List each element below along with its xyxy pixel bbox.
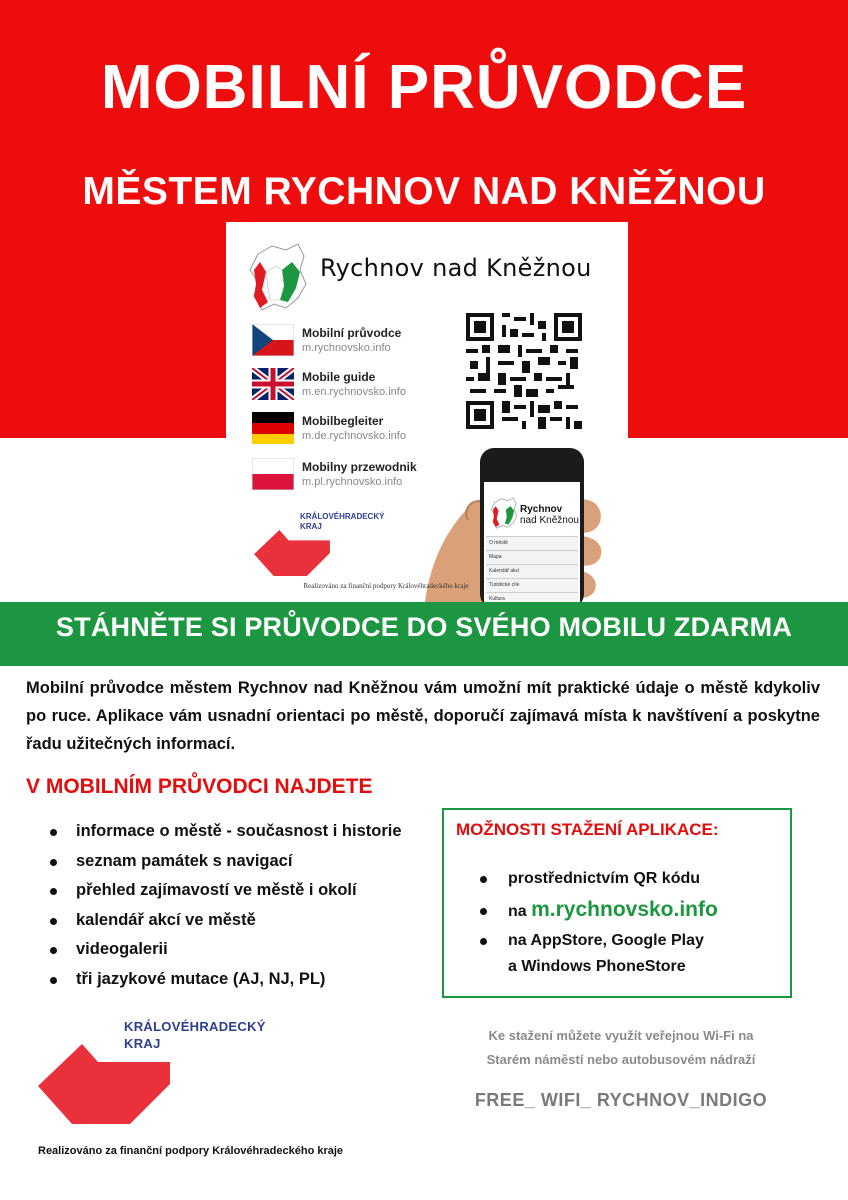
phone-menu-item: Kalendář akcí	[486, 564, 578, 578]
bullet-icon	[50, 918, 57, 925]
kraj-line1: KRÁLOVÉHRADECKÝ	[300, 512, 385, 521]
bullet-icon	[50, 829, 57, 836]
bullet-icon	[50, 977, 57, 984]
feature-text: informace o městě - současnost i historie	[76, 822, 402, 840]
poster-brand-name: Rychnov nad Kněžnou	[320, 254, 592, 282]
lang-url: m.pl.rychnovsko.info	[302, 476, 403, 488]
list-item	[50, 881, 430, 911]
lang-title: Mobilní průvodce	[302, 326, 402, 340]
bullet-icon	[50, 947, 57, 954]
bullet-icon	[480, 876, 487, 883]
uk-flag-icon	[252, 368, 294, 400]
features-heading: V MOBILNÍM PRŮVODCI NAJDETE	[26, 775, 373, 798]
kraj-logo-icon	[38, 1030, 170, 1124]
lang-url: m.en.rychnovsko.info	[302, 386, 406, 398]
qr-code-icon	[466, 310, 582, 432]
download-option-text: a Windows PhoneStore	[508, 958, 686, 975]
czech-flag-icon	[252, 324, 294, 356]
list-item	[50, 911, 430, 941]
kraj-line2: KRAJ	[300, 522, 322, 531]
lang-url: m.de.rychnovsko.info	[302, 430, 406, 442]
phone-menu-item: Kultura	[486, 592, 578, 602]
kraj-line1: KRÁLOVÉHRADECKÝ	[124, 1019, 266, 1034]
feature-text: seznam památek s navigací	[76, 851, 293, 870]
page-subtitle: MĚSTEM RYCHNOV NAD KNĚŽNOU	[82, 170, 766, 213]
rychnov-logo-icon	[248, 240, 308, 314]
feature-text: tři jazykové mutace (AJ, NJ, PL)	[76, 969, 326, 988]
intro-paragraph: Mobilní průvodce městem Rychnov nad Kněžnou vám umožní mít praktické údaje o městě kdykoliv po ruce. Aplikace vám usnadní orientaci po městě, doporučí zajímavá místa k navštívení a poskytne řadu užitečných informací.	[26, 679, 820, 753]
kraj-logo-icon	[254, 522, 330, 576]
list-item-continuation	[480, 958, 780, 984]
phone-brand-line2: nad Kněžnou	[520, 515, 579, 526]
lang-title: Mobilny przewodnik	[302, 460, 417, 474]
phone-menu-item: Mapa	[486, 550, 578, 564]
download-banner-text: STÁHNĚTE SI PRŮVODCE DO SVÉHO MOBILU ZDARMA	[55, 612, 793, 642]
lang-url: m.rychnovsko.info	[302, 342, 391, 354]
lang-title: Mobilbegleiter	[302, 414, 384, 428]
list-item	[50, 940, 430, 970]
list-item	[50, 852, 430, 882]
wifi-info-line1: Ke stažení můžete využít veřejnou Wi-Fi na	[488, 1028, 754, 1043]
lang-entry-czech	[252, 324, 472, 364]
footer-note: Realizováno za finanční podpory Královéhradeckého kraje	[38, 1145, 344, 1157]
phone-brand	[520, 504, 579, 526]
rychnov-logo-small-icon	[490, 496, 518, 530]
bullet-icon	[50, 859, 57, 866]
features-list	[50, 822, 430, 1000]
phone-menu-item: Turistické cíle	[486, 578, 578, 592]
app-promo-poster	[226, 222, 628, 602]
list-item	[50, 822, 430, 852]
download-options-list	[480, 870, 780, 984]
feature-text: kalendář akcí ve městě	[76, 910, 256, 929]
wifi-network-name: FREE_ WIFI_ RYCHNOV_INDIGO	[474, 1090, 768, 1110]
bullet-icon	[480, 908, 487, 915]
poster-footnote: Realizováno za finanční podpory Královéhradeckého kraje	[303, 582, 469, 590]
download-options-box	[442, 808, 792, 998]
phone-menu-item: O městě	[486, 536, 578, 550]
app-url-link[interactable]: m.rychnovsko.info	[531, 898, 718, 921]
polish-flag-icon	[252, 458, 294, 490]
phone-brand-line1: Rychnov	[520, 504, 563, 515]
lang-entry-english	[252, 368, 472, 408]
lang-title: Mobile guide	[302, 370, 376, 384]
page-title: MOBILNÍ PRŮVODCE	[100, 53, 748, 122]
kraj-line2: KRAJ	[124, 1036, 161, 1051]
wifi-info	[446, 1024, 796, 1072]
download-options-heading: MOŽNOSTI STAŽENÍ APLIKACE:	[456, 820, 719, 839]
german-flag-icon	[252, 412, 294, 444]
download-option-text: prostřednictvím QR kódu	[508, 870, 701, 887]
wifi-info-line2: Starém náměstí nebo autobusovém nádraží	[486, 1052, 756, 1067]
download-option-text: na AppStore, Google Play	[508, 932, 704, 949]
bullet-icon	[50, 888, 57, 895]
list-item	[50, 970, 430, 1000]
list-item	[480, 898, 780, 932]
download-option-text: na	[508, 903, 532, 920]
bullet-icon	[480, 938, 487, 945]
feature-text: přehled zajímavostí ve městě i okolí	[76, 881, 357, 900]
feature-text: videogalerii	[76, 940, 168, 959]
list-item	[480, 932, 780, 958]
